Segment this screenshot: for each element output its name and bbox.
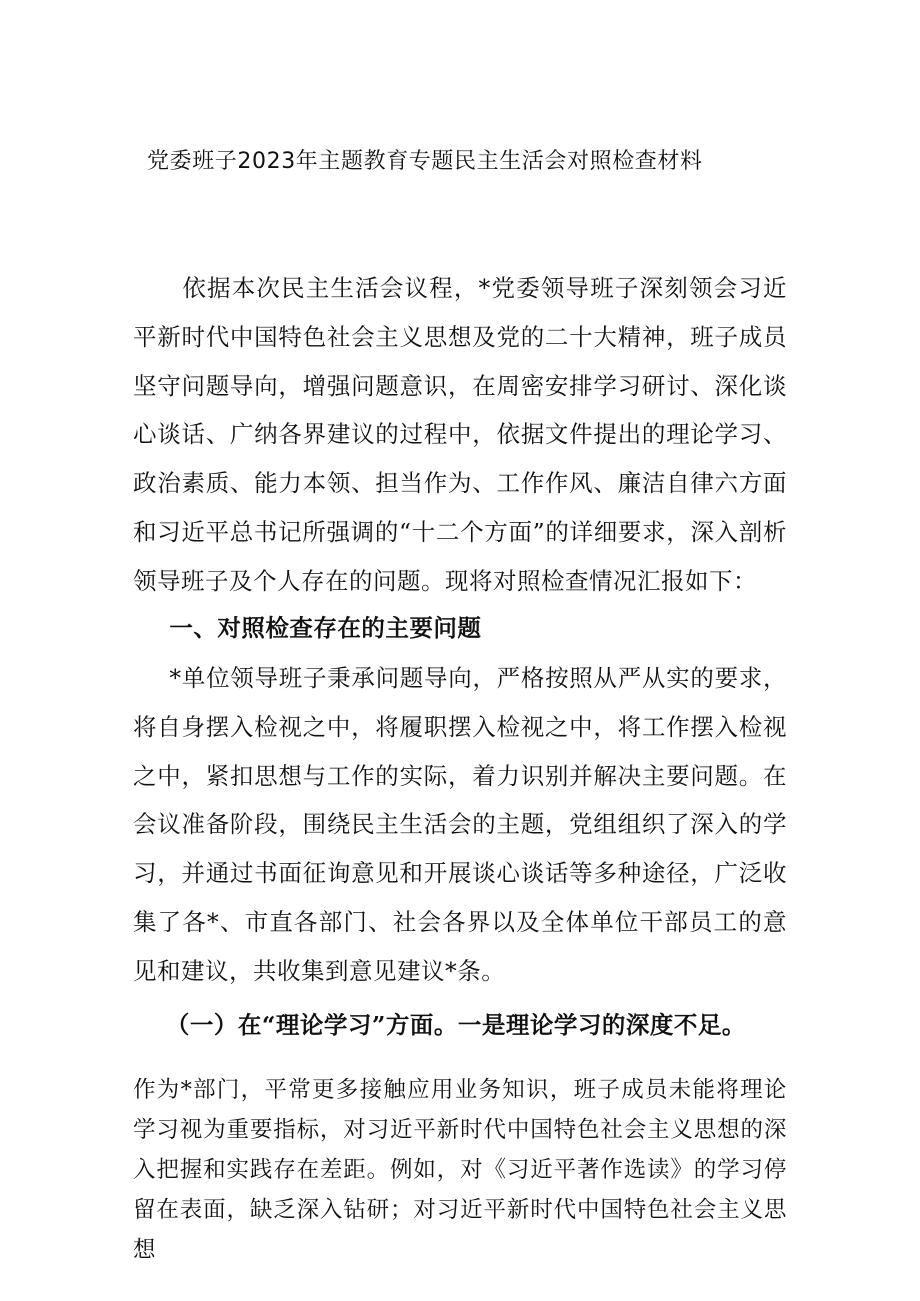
intro-paragraph: 依据本次民主生活会议程，*党委领导班子深刻领会习近平新时代中国特色社会主义思想及党的二十大精神，班子成员坚守问题导向，增强问题意识，在周密安排学习研讨、深化谈心谈话、广纳各界建议的过程中，依据文件提出的理论学习、政治素质、能力本领、担当作为、工作作风、廉洁自律六方面和习近平总书记所强调的“十二个方面”的详细要求，深入剖析领导班子及个人存在的问题。现将对照检查情况汇报如下：	[133, 274, 787, 595]
subsection-heading: （一）在“理论学习”方面。一是理论学习的深度不足。	[165, 1011, 746, 1039]
section-paragraph: *单位领导班子秉承问题导向，严格按照从严从实的要求，将自身摆入检视之中，将履职摆入检视之中，将工作摆入检视之中，紧扣思想与工作的实际，着力识别并解决主要问题。在会议准备阶段，围绕民主生活会的主题，党组组织了深入的学习，并通过书面征询意见和开展谈心谈话等多种途径，广泛收集了各*、市直各部门、社会各界以及全体单位干部员工的意见和建议，共收集到意见建议*条。	[133, 664, 787, 985]
subsection-paragraph: 作为*部门，平常更多接触应用业务知识，班子成员未能将理论学习视为重要指标，对习近平新时代中国特色社会主义思想的深入把握和实践存在差距。例如，对《习近平著作选读》的学习停留在表面，缺乏深入钻研；对习近平新时代中国特色社会主义思想	[133, 1077, 787, 1263]
document-title: 党委班子2023年主题教育专题民主生活会对照检查材料	[147, 149, 703, 174]
section-heading: 一、对照检查存在的主要问题	[169, 614, 482, 642]
